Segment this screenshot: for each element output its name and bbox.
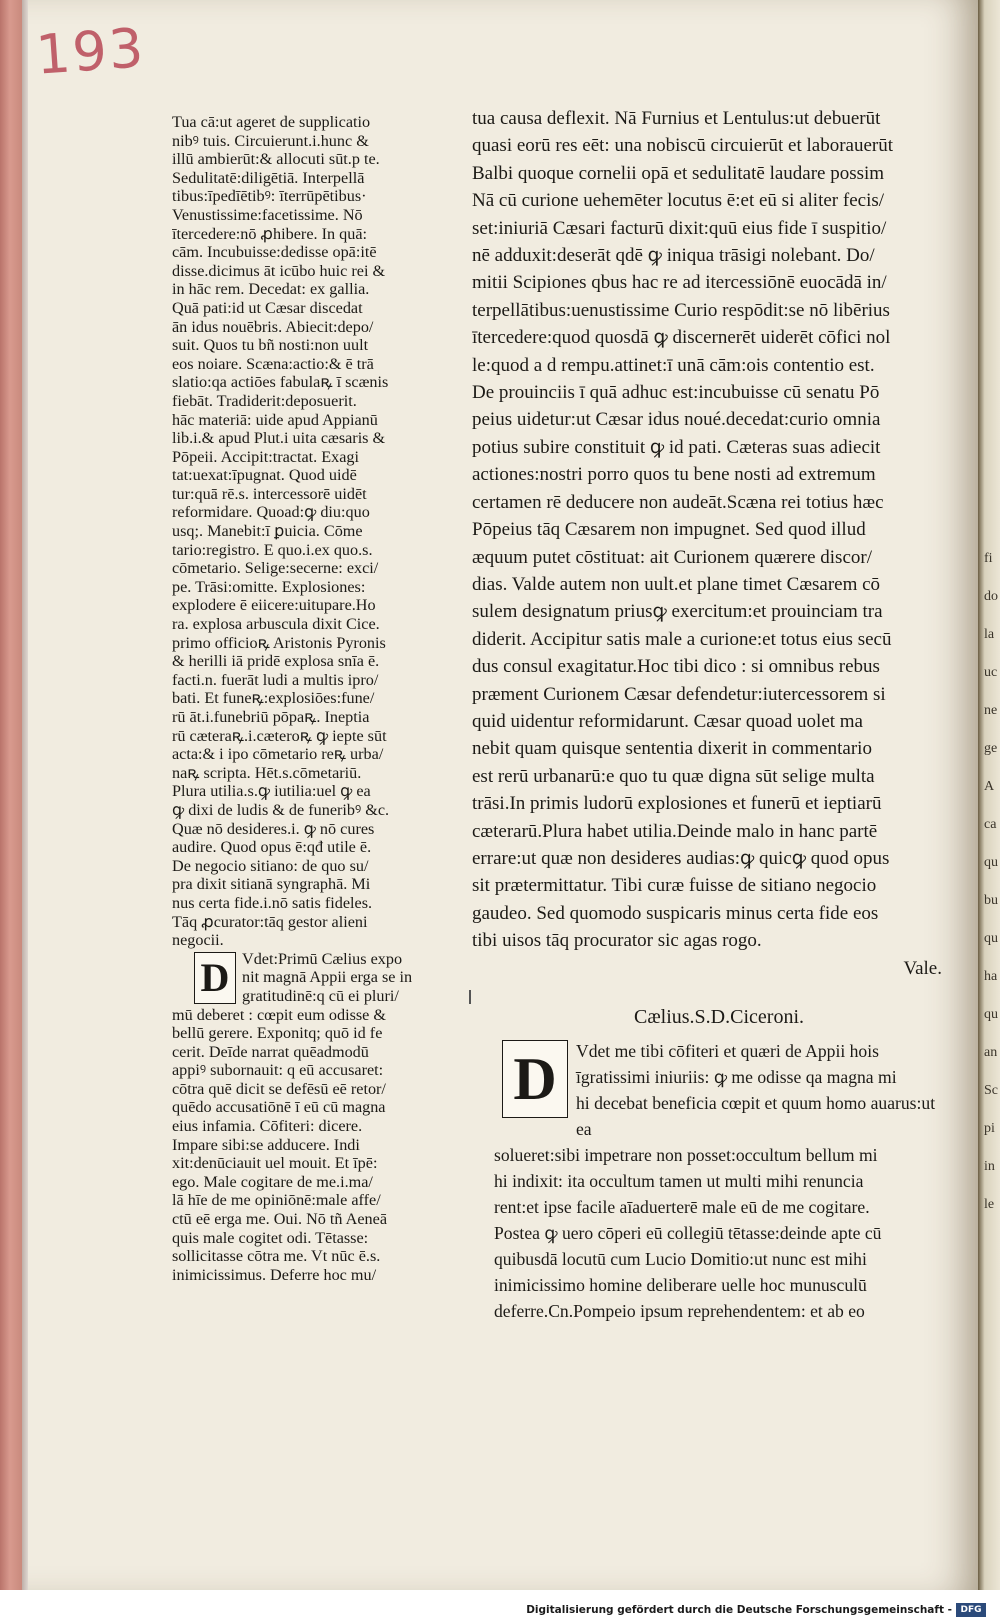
commentary-line: xit:denūciauit uel mouit. Et īpē: xyxy=(172,1154,378,1173)
letter-caelius xyxy=(494,1004,944,1324)
commentary-line: in hāc rem. Decedat: ex gallia. xyxy=(172,280,370,299)
letter-line: solueret:sibi impetrare non posset:occultum bellum mi xyxy=(494,1145,878,1165)
commentary-line: fiebāt. Tradiderit:deposuerit. xyxy=(172,391,357,410)
main-text-line: cæterarū.Plura habet utilia.Deinde malo in hanc partē xyxy=(472,820,878,842)
commentary-line: inimicissimus. Deferre hoc mu/ xyxy=(172,1265,377,1284)
next-page-fragment: ge xyxy=(984,741,998,756)
main-text-column xyxy=(472,105,942,982)
commentary-line: Quā pati:id ut Cæsar discedat xyxy=(172,298,363,317)
initial-letter-large: D xyxy=(502,1040,568,1118)
main-text-line: terpellātibus:uenustissime Curio respōdit:se nō libērius xyxy=(472,299,890,321)
commentary-line: Plura utilia.s.ꝙ iutilia:uel ꝙ ea xyxy=(172,782,371,801)
commentary-line: Vdet:Primū Cælius expo xyxy=(242,949,403,968)
main-text-line: trāsi.In primis ludorū explosiones et funerū et ieptiarū xyxy=(472,793,882,815)
vale-closing: Vale. xyxy=(903,957,942,979)
folio-mark: 193 xyxy=(33,16,148,87)
commentary-line: cerit. Deīde narrat quēadmodū xyxy=(172,1042,369,1061)
letter-line: deferre.Cn.Pompeio ipsum reprehendentem: et ab eo xyxy=(494,1301,865,1321)
next-page-fragment: fi xyxy=(984,551,993,566)
commentary-line: acta:& i ipo cōmetario reꝶ urba/ xyxy=(172,745,384,764)
commentary-line: tario:registro. E quo.i.ex quo.s. xyxy=(172,540,373,559)
next-page-fragment: bu xyxy=(984,893,998,908)
page-fore-edge xyxy=(0,0,22,1624)
letter-heading: Cælius.S.D.Ciceroni. xyxy=(633,1006,804,1028)
main-text-line: est rerū urbanarū:e quo tu quæ digna sūt selige multa xyxy=(472,765,875,787)
next-page-fragment: qu xyxy=(984,855,998,870)
margin-mark xyxy=(469,990,471,1004)
commentary-line: usq;. Manebit:ī ꝑuicia. Cōme xyxy=(172,522,363,541)
commentary-line: bellū gerere. Exponitq; quō id fe xyxy=(172,1024,383,1043)
main-text-closing-line xyxy=(472,955,942,982)
commentary-line: tat:uexat:īpugnat. Quod uidē xyxy=(172,466,357,485)
commentary-column xyxy=(172,113,468,1284)
commentary-block-2 xyxy=(172,950,468,1285)
letter-line: hi indixit: ita occultum tamen ut multi mihi renuncia xyxy=(494,1171,864,1191)
commentary-line: Venustissime:facetissime. Nō xyxy=(172,205,363,224)
commentary-line: reformidare. Quoad:ꝙ diu:quo xyxy=(172,503,370,522)
main-text-line: potius subire constituit ꝙ id pati. Cæteras suas adiecit xyxy=(472,436,881,458)
commentary-line: cōtra quē dicit se defēsū eē retor/ xyxy=(172,1079,386,1098)
commentary-block-1 xyxy=(172,113,468,950)
letter-line: īgratissimi iniuriis: ꝙ me odisse qa magna mi xyxy=(576,1067,897,1087)
main-text-line: sulem designatum priusꝙ exercitum:et prouinciam tra xyxy=(472,601,883,623)
main-text-line: De prouinciis ī quā adhuc est:incubuisse cū senatu Pō xyxy=(472,382,880,404)
commentary-line: tibus:īpedīētibꝰ: īterrūpētibus· xyxy=(172,187,367,206)
letter-line: inimicissimo homine deliberare uelle hoc munusculū xyxy=(494,1275,867,1295)
next-page-fragment: ne xyxy=(984,703,998,718)
commentary-line: rū āt.i.funebriū pōpaꝶ. Ineptia xyxy=(172,708,370,726)
commentary-line: Impare sibi:se adducere. Indi xyxy=(172,1135,360,1154)
main-text-line: Balbi quoque cornelii opā et sedulitatē laudare possim xyxy=(472,162,885,184)
main-text-line: errare:ut quæ non desideres audias:ꝙ quicꝙ quod opus xyxy=(472,847,890,869)
main-text-line: quasi eorū res eēt: una nobiscū circuierūt et laborauerūt xyxy=(472,135,893,157)
main-text-line: æquum putet cōstituat: ait Curionem quærere discor/ xyxy=(472,546,872,568)
commentary-line: primo officioꝶ Aristonis Pyronis xyxy=(172,633,386,652)
main-text-line: Nā cū curione uehemēter locutus ē:et eū si aliter fecis/ xyxy=(472,190,885,212)
commentary-line: nibꝰ tuis. Circuierunt.i.hunc & xyxy=(172,131,369,150)
letter-line: rent:et ipse facile aīaduerterē male eū de me cogitare. xyxy=(494,1197,870,1217)
next-page-fragment: uc xyxy=(984,665,998,680)
next-page-fragment: an xyxy=(984,1045,998,1060)
commentary-line: mū deberet : cœpit eum odisse & xyxy=(172,1005,386,1024)
commentary-line: ꝙ dixi de ludis & de funeribꝰ &c. xyxy=(172,800,390,819)
next-page-fragment: pi xyxy=(984,1121,995,1136)
next-page-fragment: do xyxy=(984,589,998,604)
next-page-fragment: in xyxy=(984,1159,995,1174)
main-text-line: actiones:nostri porro quos tu bene nosti ad extremum xyxy=(472,464,876,486)
main-text-line: quid uidentur reformidarunt. Cæsar quoad uolet ma xyxy=(472,710,863,732)
main-text-line: dias. Valde autem non uult.et plane timet Cæsarem cō xyxy=(472,573,881,595)
commentary-line: lā hīe de me opiniōnē:male affe/ xyxy=(172,1191,381,1210)
commentary-line: negocii. xyxy=(172,931,224,950)
commentary-line: nus certa fide.i.nō satis fideles. xyxy=(172,893,373,912)
main-text-line: le:quod a d rempu.attinet:ī unā cām:ois contentio est. xyxy=(472,354,875,376)
commentary-line: eos noiare. Scæna:actio:& ē trā xyxy=(172,354,374,373)
commentary-line: sollicitasse cōtra me. Vt nūc ē.s. xyxy=(172,1247,381,1266)
commentary-line: ctū eē erga me. Oui. Nō tñ Aeneā xyxy=(172,1210,388,1229)
commentary-line: cōmetario. Selige:secerne: exci/ xyxy=(172,559,379,578)
main-text-line: sit prætermittatur. Tibi curæ fuisse de sitiano negocio xyxy=(472,875,877,897)
main-text-line: Pōpeius tāq Cæsarem non impugnet. Sed quod illud xyxy=(472,519,866,541)
commentary-line: appiꝰ subornauit: q eū accusaret: xyxy=(172,1061,384,1080)
letter-line: Postea ꝙ uero cōperi eū collegiū tētasse:deinde apte cū xyxy=(494,1223,882,1243)
commentary-line: quis male cogitet odi. Tētasse: xyxy=(172,1228,369,1247)
commentary-line: eius infamia. Cōfiteri: dicere. xyxy=(172,1117,363,1136)
main-text-line: mitii Scipiones qbus hac re ad itercessiōnē euocādā in/ xyxy=(472,272,887,294)
next-page-fragment: la xyxy=(984,627,995,642)
letter-line: Vdet me tibi cōfiteri et quæri de Appii hois xyxy=(576,1041,879,1061)
letter-line: quibusdā locutū cum Lucio Domitio:ut nunc est mihi xyxy=(494,1249,867,1269)
main-text-line: set:iniuriā Cæsari facturū dixit:quū eius fide ī suspitio/ xyxy=(472,217,887,239)
commentary-line: rū cæteraꝶ.i.cæteroꝶ ꝙ iepte sūt xyxy=(172,726,387,745)
commentary-line: tur:quā rē.s. intercessorē uidēt xyxy=(172,484,367,503)
commentary-line: naꝶ scripta. Hēt.s.cōmetariū. xyxy=(172,763,362,782)
next-page-fragment: qu xyxy=(984,931,998,946)
commentary-line: ān idus nouēbris. Abiecit:depo/ xyxy=(172,317,374,336)
footer-bar xyxy=(0,1590,1000,1624)
commentary-line: nit magnā Appii erga se in xyxy=(242,968,413,987)
letter-line: hi decebat beneficia cœpit et quum homo auarus:ut ea xyxy=(576,1093,936,1139)
main-text-line: diderit. Accipitur satis male a curione:et totus eius secū xyxy=(472,628,892,650)
commentary-line: ītercedere:nō ꝓhibere. In quā: xyxy=(172,224,368,243)
commentary-line: Tāq ꝓcurator:tāq gestor alieni xyxy=(172,912,368,931)
commentary-line: De negocio sitiano: de quo su/ xyxy=(172,856,369,875)
main-text-line: præment Curionem Cæsar defendetur:iutercessorem si xyxy=(472,683,886,705)
main-text-line: dus consul exagitatur.Hoc tibi dico : si omnibus rebus xyxy=(472,656,880,678)
commentary-line: facti.n. fuerāt ludi a multis ipro/ xyxy=(172,670,379,689)
commentary-line: disse.dicimus āt icūbo huic rei & xyxy=(172,261,386,280)
next-page-fragment: ca xyxy=(984,817,997,832)
commentary-line: & herilli iā pridē explosa snīa ē. xyxy=(172,652,380,671)
next-page-fragment: ha xyxy=(984,969,998,984)
digitization-credit: Digitalisierung gefördert durch die Deutsche Forschungsgemeinschaft - xyxy=(526,1604,952,1616)
commentary-line: illū ambierūt:& allocuti sūt.p te. xyxy=(172,150,380,169)
next-page-strip xyxy=(978,0,1000,1590)
main-text-line: ītercedere:quod quosdā ꝙ discernerēt uiderēt cōfici nol xyxy=(472,327,891,349)
commentary-line: audire. Quod opus ē:qđ utile ē. xyxy=(172,838,372,857)
main-text-line: tua causa deflexit. Nā Furnius et Lentulus:ut debuerūt xyxy=(472,108,881,129)
main-text-line: tibi uisos tāq procurator sic agas rogo. xyxy=(472,930,762,952)
main-text-line: certamen rē deducere non audeāt.Scæna rei totius hæc xyxy=(472,491,884,513)
commentary-line: bati. Et funeꝶ:explosiōes:fune/ xyxy=(172,689,375,708)
commentary-line: hāc materiā: uide apud Appianū xyxy=(172,410,378,429)
commentary-line: pe. Trāsi:omitte. Explosiones: xyxy=(172,577,366,596)
next-page-fragment: le xyxy=(984,1197,995,1212)
commentary-line: ra. explosa arbuscula dixit Cice. xyxy=(172,615,380,634)
commentary-line: lib.i.& apud Plut.i uita cæsaris & xyxy=(172,429,386,448)
main-text-line: nē adduxit:deserāt qdē ꝙ iniqua trāsigi nolebant. Do/ xyxy=(472,245,875,267)
commentary-line: Tua cā:ut ageret de supplicatio xyxy=(172,113,371,131)
commentary-line: Pōpeii. Accipit:tractat. Exagi xyxy=(172,447,360,466)
initial-letter-small: D xyxy=(194,952,236,1004)
commentary-line: suit. Quos tu bñ nosti:non uult xyxy=(172,336,369,355)
commentary-line: cām. Incubuisse:dedisse opā:itē xyxy=(172,243,377,262)
commentary-line: Quæ nō desideres.i. ꝙ nō cures xyxy=(172,819,375,838)
next-page-fragment: Sc xyxy=(984,1083,998,1098)
next-page-fragment: A xyxy=(984,779,995,794)
commentary-line: ego. Male cogitare de me.i.ma/ xyxy=(172,1172,373,1191)
commentary-line: Sedulitatē:diligētiā. Interpellā xyxy=(172,168,365,187)
commentary-line: pra dixit sitianā syngraphā. Mi xyxy=(172,875,371,894)
main-text-line: gaudeo. Sed quomodo suspicaris minus certa fide eos xyxy=(472,902,879,924)
next-page-fragment: qu xyxy=(984,1007,998,1022)
main-text-line: peius uidetur:ut Cæsar idus noué.decedat:curio omnia xyxy=(472,409,881,431)
commentary-line: explodere ē eiicere:uitupare.Ho xyxy=(172,596,376,615)
commentary-line: slatio:qa actiōes fabulaꝶ ī scænis xyxy=(172,373,389,392)
dfg-logo: DFG xyxy=(956,1603,986,1617)
commentary-line: gratitudinē:q cū ei pluri/ xyxy=(242,986,399,1005)
commentary-line: quēdo accusatiōnē ī eū cū magna xyxy=(172,1098,386,1117)
main-text-line: nebit quam quisque sententia dixerit in commentario xyxy=(472,738,872,760)
